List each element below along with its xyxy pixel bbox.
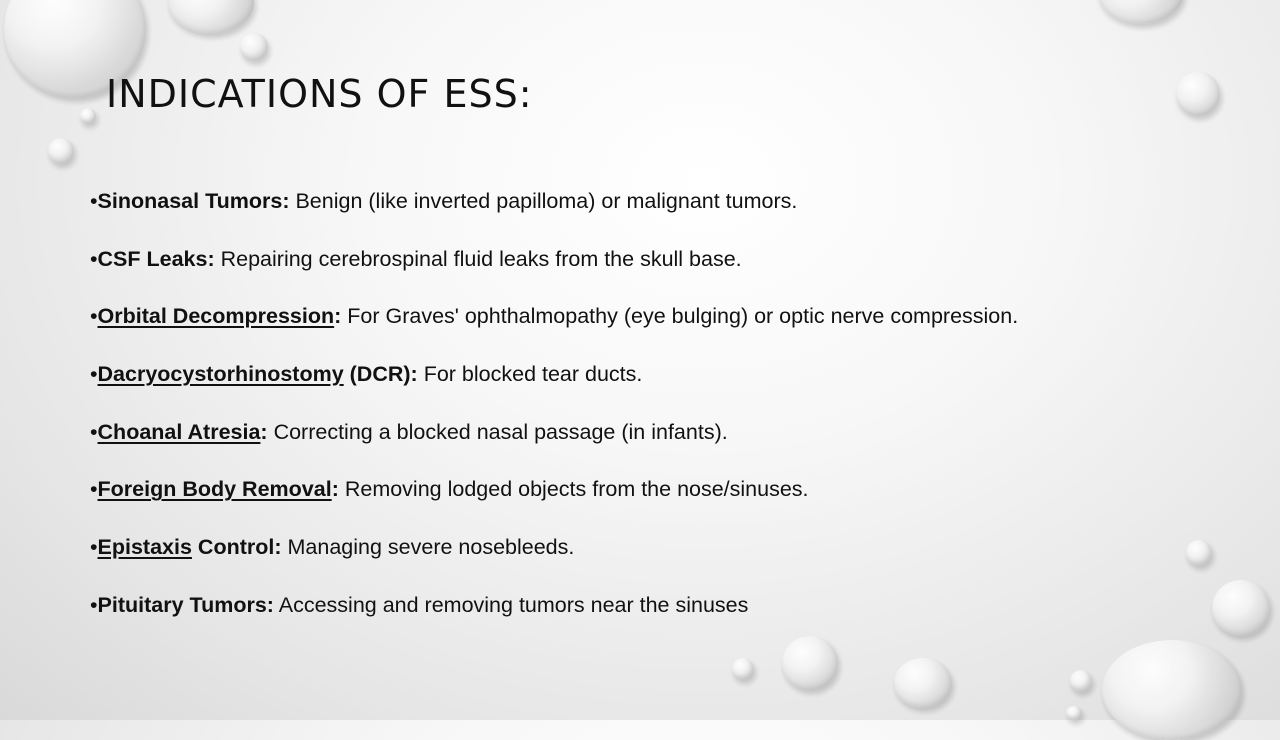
item-description: Benign (like inverted papilloma) or malignant tumors. bbox=[289, 189, 798, 213]
water-droplet-icon bbox=[168, 0, 254, 34]
item-term-extra: (DCR) bbox=[343, 362, 411, 387]
item-description: Correcting a blocked nasal passage (in infants). bbox=[267, 419, 728, 444]
list-item bbox=[90, 532, 1018, 590]
list-item bbox=[90, 186, 1018, 244]
bullet: • bbox=[90, 362, 98, 387]
item-term: CSF Leaks bbox=[97, 246, 208, 271]
item-term-colon: : bbox=[260, 419, 268, 444]
water-droplet-icon bbox=[48, 138, 74, 164]
water-droplet-icon bbox=[1070, 670, 1092, 692]
item-term-colon: : bbox=[410, 362, 418, 387]
item-term-colon: : bbox=[282, 189, 290, 213]
water-droplet-icon bbox=[80, 108, 96, 124]
item-term-colon: : bbox=[207, 246, 215, 271]
water-droplet-icon bbox=[240, 33, 268, 61]
item-description: Repairing cerebrospinal fluid leaks from the skull base. bbox=[214, 246, 742, 271]
list-item bbox=[90, 474, 1018, 532]
bullet: • bbox=[90, 592, 98, 617]
bullet: • bbox=[90, 535, 98, 560]
list-item bbox=[90, 417, 1018, 475]
item-description: Removing lodged objects from the nose/sinuses. bbox=[338, 477, 809, 502]
indication-list bbox=[90, 186, 1018, 648]
item-description: For Graves' ophthalmopathy (eye bulging) or optic nerve compression. bbox=[341, 304, 1019, 329]
bullet: • bbox=[90, 246, 98, 271]
water-droplet-icon bbox=[732, 658, 754, 680]
item-term: Sinonasal Tumors bbox=[97, 189, 283, 213]
item-term-underlined: Epistaxis bbox=[97, 535, 192, 560]
item-description: Managing severe nosebleeds. bbox=[281, 535, 575, 560]
item-term-underlined: Orbital Decompression bbox=[97, 304, 335, 329]
bullet: • bbox=[90, 189, 98, 213]
water-droplet-icon bbox=[894, 658, 952, 708]
bullet: • bbox=[90, 419, 98, 444]
water-droplet-icon bbox=[1212, 580, 1270, 636]
water-droplet-icon bbox=[1186, 540, 1212, 566]
bullet: • bbox=[90, 477, 98, 502]
item-term-underlined: Foreign Body Removal bbox=[97, 477, 332, 502]
water-droplet-icon bbox=[1102, 640, 1242, 740]
water-droplet-icon bbox=[1098, 0, 1184, 24]
item-term-underlined: Choanal Atresia bbox=[97, 419, 261, 444]
item-term: Pituitary Tumors bbox=[97, 592, 267, 617]
item-description: Accessing and removing tumors near the sinuses bbox=[273, 592, 749, 617]
bullet: • bbox=[90, 304, 98, 329]
item-description: For blocked tear ducts. bbox=[417, 362, 643, 387]
list-item bbox=[90, 301, 1018, 359]
list-item bbox=[90, 590, 1018, 648]
item-term-colon: : bbox=[331, 477, 339, 502]
item-term-colon: : bbox=[274, 535, 282, 560]
item-term-extra: Control bbox=[191, 535, 275, 560]
item-term-colon: : bbox=[266, 592, 274, 617]
water-droplet-icon bbox=[1176, 72, 1220, 116]
list-item bbox=[90, 244, 1018, 302]
slide-title: INDICATIONS OF ESS: bbox=[106, 72, 533, 116]
item-term-underlined: Dacryocystorhinostomy bbox=[97, 362, 344, 387]
item-term-colon: : bbox=[334, 304, 342, 329]
list-item bbox=[90, 359, 1018, 417]
water-droplet-icon bbox=[1066, 706, 1082, 720]
